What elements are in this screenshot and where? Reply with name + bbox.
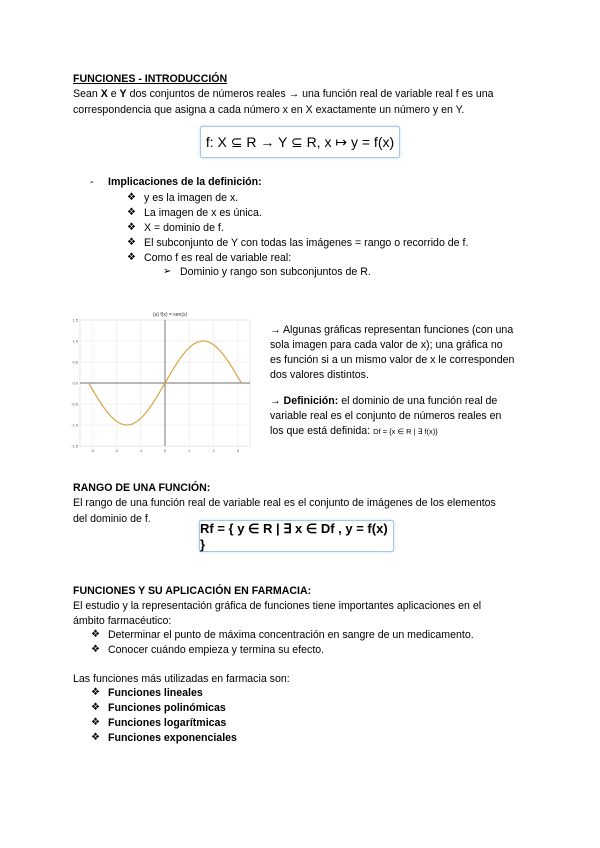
farmacia-line-1: El estudio y la representación gráfica de funciones tiene importantes aplicaciones en el (73, 600, 482, 612)
function-type-item: Funciones logarítmicas (108, 717, 227, 729)
x-tick-label: 1 (188, 448, 191, 453)
x-tick-label: -2 (114, 448, 119, 453)
x-tick-label: -3 (90, 448, 94, 453)
list-item: Determinar el punto de máxima concentración en sangre de un medicamento. (108, 629, 474, 641)
x-tick-label: 3 (236, 448, 239, 453)
list-item: y es la imagen de x. (144, 192, 239, 204)
graph-note-line: → Algunas gráficas representan funciones (con una (270, 324, 514, 336)
chart-background (66, 308, 254, 454)
dash-marker: - (90, 176, 94, 188)
implications-heading: Implicaciones de la definición: (108, 176, 262, 188)
graph-note-line: dos valores distintos. (270, 369, 369, 381)
diamond-bullet-icon: ❖ (91, 629, 100, 640)
x-tick-label: 2 (212, 448, 215, 453)
intro-line-2: correspondencia que asigna a cada número x en X exactamente un número y en Y. (73, 104, 465, 116)
function-formula-text: f: X ⊆ R → Y ⊆ R, x ↦ y = f(x) (205, 133, 395, 150)
x-tick-label: -1 (138, 448, 143, 453)
section-title-farmacia: FUNCIONES Y SU APLICACIÓN EN FARMACIA: (73, 585, 312, 597)
list-item: Conocer cuándo empieza y termina su efecto. (108, 644, 325, 656)
funciones-intro: Las funciones más utilizadas en farmacia son: (73, 673, 290, 685)
diamond-bullet-icon: ❖ (127, 192, 136, 203)
diamond-bullet-icon: ❖ (127, 237, 136, 248)
rango-line-1: El rango de una función real de variable real es el conjunto de imágenes de los elementos (73, 497, 496, 509)
function-type-item: Funciones lineales (108, 687, 203, 699)
range-formula-text: Rf = { y ∈ R | ∃ x ∈ Df , y = f(x) } (200, 520, 388, 552)
diamond-bullet-icon: ❖ (91, 644, 100, 655)
y-tick-label: 1.0 (72, 338, 78, 344)
diamond-bullet-icon: ❖ (91, 717, 100, 728)
y-tick-label: -0.5 (71, 401, 78, 407)
y-tick-label: 0.5 (72, 359, 78, 365)
y-tick-label: -1.5 (71, 443, 78, 449)
range-definition-formula (199, 520, 394, 552)
domain-formula: Df = {x ∈ R | ∃ f(x)} (373, 427, 438, 436)
list-item: X = dominio de f. (144, 222, 224, 234)
y-tick-label: 0.0 (72, 380, 78, 386)
definition-line-2: variable real es el conjunto de números reales en (270, 410, 502, 422)
definition-line-3: los que está definida: Df = {x ∈ R | ∃ f(x)} (270, 425, 438, 437)
definition-line-1: → Definición: el dominio de una función real de (270, 395, 498, 407)
section-title-rango: RANGO DE UNA FUNCIÓN: (73, 482, 211, 494)
chart-title: (a) f(x) = sen(x) (152, 312, 188, 318)
function-definition-formula (200, 126, 400, 158)
arrow-bullet-icon: ➢ (163, 266, 172, 277)
list-item: Como f es real de variable real: (144, 252, 292, 264)
y-tick-label: -1.0 (71, 422, 78, 428)
list-item: El subconjunto de Y con todas las imágenes = rango o recorrido de f. (144, 237, 469, 249)
diamond-bullet-icon: ❖ (127, 207, 136, 218)
sub-list-item: Dominio y rango son subconjuntos de R. (180, 266, 371, 278)
rango-line-2: del dominio de f. (73, 513, 151, 525)
diamond-bullet-icon: ❖ (91, 687, 100, 698)
y-tick-label: 1.5 (72, 317, 78, 323)
diamond-bullet-icon: ❖ (91, 732, 100, 743)
list-item: La imagen de x es única. (144, 207, 262, 219)
graph-note-line: es función si a un mismo valor de x le corresponden (270, 354, 515, 366)
sine-function-chart (66, 308, 254, 454)
function-type-item: Funciones polinómicas (108, 702, 226, 714)
farmacia-line-2: ámbito farmacéutico: (73, 615, 172, 627)
graph-note-line: sola imagen para cada valor de x); una gráfica no (270, 339, 503, 351)
diamond-bullet-icon: ❖ (127, 252, 136, 263)
x-tick-label: 0 (163, 448, 167, 453)
function-type-item: Funciones exponenciales (108, 732, 237, 744)
diamond-bullet-icon: ❖ (127, 222, 136, 233)
diamond-bullet-icon: ❖ (91, 702, 100, 713)
intro-line-1: Sean X e Y dos conjuntos de números reales → una función real de variable real f es una (73, 88, 494, 100)
section-title-introduccion: FUNCIONES - INTRODUCCIÓN (73, 73, 228, 85)
